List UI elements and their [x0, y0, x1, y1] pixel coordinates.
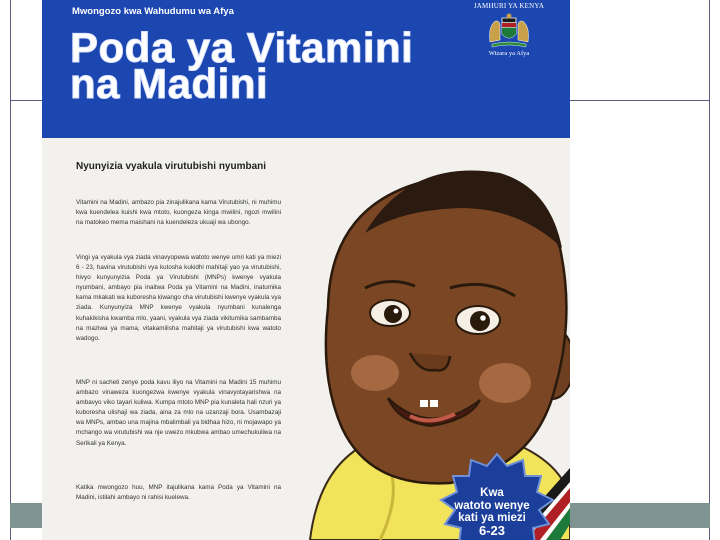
coat-of-arms-icon [484, 10, 534, 50]
badge-line-3: kati ya miezi [458, 512, 526, 524]
badge-line-1: Kwa [480, 487, 504, 499]
body-paragraph: Katika mwongozo huu, MNP itajulikana kama Poda ya Vitamini na Madini, istilahi ambayo ni rahisi kuelewa. [76, 484, 281, 502]
body-paragraph: Vingi ya vyakula vya ziada vinavyopewa watoto wenye umri kati ya miezi 6 - 23, havina virutubishi vya kutosha kukidhi mahitaji yao ya virutubishi, hivyo kunyunyizia Poda ya Virutubishi (MNPs) kwenye vyakula nyumbani, ambayo pia inaitwa Poda ya Vitamini na Madini, inatumika kama mkakati wa kuboresha kiwango cha virutubishi kwenye vyakula vya ziada. Kunyunyiza MNP kwenye vyakula nyumbani kunalenga kuhakikisha kwamba mlo, yaani, vyakula vya ziada vikitumika sambamba na maziwa ya mama, vitakamilisha mahitaji ya virutubishi kwa watoto wadogo. [76, 254, 281, 342]
crest-ministry-label: Wizara ya Afya [488, 50, 530, 57]
brochure-cover [42, 0, 570, 540]
slide-right-border [709, 0, 710, 540]
badge-line-4: 6-23 [478, 522, 506, 538]
crest-country-label: JAMHURI YA KENYA [473, 2, 545, 10]
body-paragraph: Vitamini na Madini, ambazo pia zinajulikana kama Virutubishi, ni muhimu kwa kuendelea kuishi kwa mtoto, kuongeza kinga mwilini, ngozi mwilini na matokeo mema maishani na kuendeleza ukuaji wa ubongo. [76, 199, 281, 227]
series-label: Mwongozo kwa Wahudumu wa Afya [72, 6, 234, 17]
section-heading: Nyunyizia vyakula virutubishi nyumbani [76, 161, 267, 172]
title-line-1: Poda ya Vitamini [70, 24, 414, 71]
age-range-badge-text [430, 487, 554, 537]
slide-left-border [10, 0, 11, 540]
brochure-title [70, 24, 414, 107]
badge-line-2: watoto wenye [454, 499, 530, 512]
title-line-2: na Madini [70, 60, 269, 107]
kenya-coat-of-arms [450, 0, 568, 96]
body-paragraph: MNP ni sacheti zenye poda kavu iliyo na Vitamini na Madini 15 muhimu ambazo vinaweza kuongezwa kwenye vyakula vinavyotayarishwa na ambavyo viko tayari kuliwa. Kumpa mtoto MNP pia kunaleta hali nzuri ya kuboresha ulishaji wa ziada, aina za mlo na uzanzaji bora. Usambazaji wa MNPs, ambao una majina mbalimbali ya bidhaa hizo, ni mojawapo ya mchango wa virutubishi wa nje uwezo mkubwa ambao umechukuliwa na Serikali ya Kenya. [76, 379, 281, 447]
